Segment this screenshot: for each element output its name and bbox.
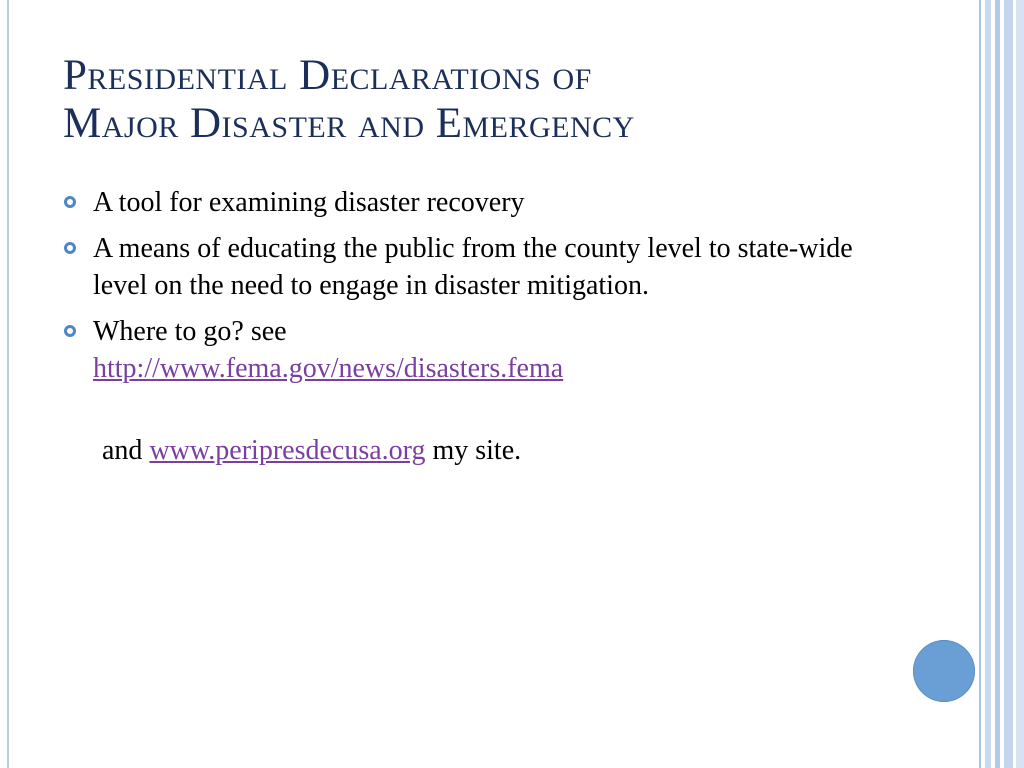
- continuation-prefix: and: [102, 435, 143, 466]
- right-border-stripe: [1016, 0, 1024, 768]
- bullet-text: A means of educating the public from the county level to state-wide level on the need to engage in disaster mitigation.: [93, 233, 853, 301]
- title-line: Presidential Declarations of: [63, 52, 592, 99]
- right-border-stripe: [979, 0, 981, 768]
- bullet-item: [63, 184, 863, 221]
- right-border-stripe: [1004, 0, 1013, 768]
- bullet-ring-icon: [64, 325, 76, 337]
- bullet-text: A tool for examining disaster recovery: [93, 187, 525, 218]
- bullet-item: [63, 230, 863, 304]
- slide-title: [63, 52, 635, 148]
- left-border-line: [7, 0, 9, 768]
- bullet-ring-icon: [64, 196, 76, 208]
- bullet-list: [63, 184, 863, 396]
- fema-link[interactable]: http://www.fema.gov/news/disasters.fema: [93, 353, 564, 384]
- site-link[interactable]: www.peripresdecusa.org: [149, 435, 426, 466]
- continuation-line: [102, 432, 521, 469]
- right-border-stripe: [985, 0, 991, 768]
- decorative-circle: [913, 640, 975, 702]
- right-border-stripe: [995, 0, 1000, 768]
- continuation-suffix: my site.: [432, 435, 522, 466]
- title-line: Major Disaster and Emergency: [63, 100, 635, 147]
- bullet-ring-icon: [64, 242, 76, 254]
- bullet-text: Where to go? see: [93, 316, 287, 347]
- bullet-item: [63, 313, 863, 387]
